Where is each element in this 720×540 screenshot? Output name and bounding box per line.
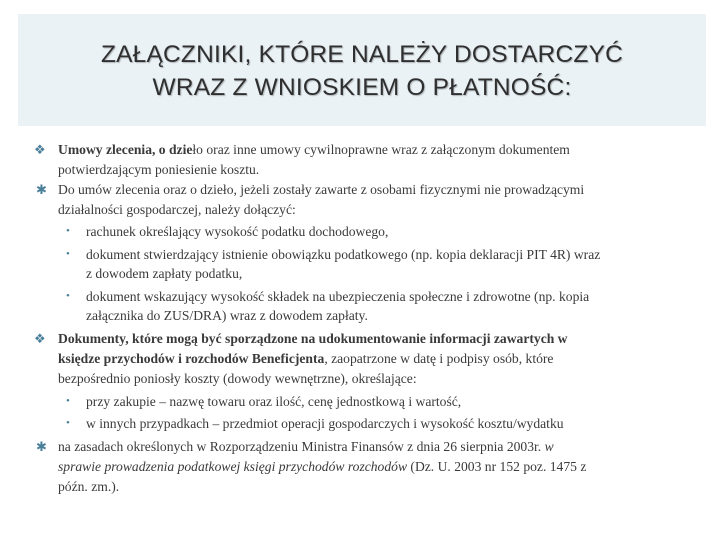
list-item-4-italic: w [544, 439, 554, 454]
dot-bullet-icon: • [66, 417, 70, 429]
sub-item-2c-line-2: załącznika do ZUS/DRA) wraz z dowodem zapłaty. [86, 308, 368, 323]
list-item-1-line-2: potwierdzającym poniesienie kosztu. [58, 162, 260, 177]
list-item-2-line-1: Do umów zlecenia oraz o dzieło, jeżeli zostały zawarte z osobami fizycznymi nie prowadzącymi [58, 182, 585, 197]
dot-bullet-icon: • [66, 395, 70, 407]
list-item-3-line-3: bezpośrednio poniosły koszty (dowody wewnętrzne), określające: [58, 371, 417, 386]
sub-item-2c-line-1: dokument wskazujący wysokość składek na ubezpieczenia społeczne i zdrowotne (np. kopia [86, 289, 590, 304]
list-item-2-line-2: działalności gospodarczej, należy dołączyć: [58, 202, 296, 217]
sub-item-2b-line-2: z dowodem zapłaty podatku, [86, 266, 243, 281]
dot-bullet-icon: • [66, 290, 70, 302]
sub-item-3a: przy zakupie – nazwę towaru oraz ilość, cenę jednostkową i wartość, [86, 394, 462, 409]
list-item-1-bold: Umowy zlecenia, o dzie [58, 142, 193, 157]
dot-bullet-icon: • [66, 225, 70, 237]
diamond-bullet-icon: ❖ [34, 142, 46, 157]
list-item-4-line-1 [58, 436, 554, 457]
list-item-3-line-1: Dokumenty, które mogą być sporządzone na udokumentowanie informacji zawartych w [58, 331, 568, 346]
dot-bullet-icon: • [66, 248, 70, 260]
star-bullet-icon: ✱ [36, 439, 47, 454]
title-line-2: WRAZ Z WNIOSKIEM O PŁATNOŚĆ: [152, 74, 572, 101]
star-bullet-icon: ✱ [36, 182, 47, 197]
list-item-1-text: ło oraz inne umowy cywilnoprawne wraz z załączonym dokumentem [192, 142, 570, 157]
list-item-4-line-3: późn. zm.). [58, 479, 120, 494]
list-item-3-bold: księdze przychodów i rozchodów Beneficjenta [58, 351, 325, 366]
sub-item-2a: rachunek określający wysokość podatku dochodowego, [86, 224, 389, 239]
list-item-4-line-2 [58, 456, 586, 477]
regulation-title: sprawie prowadzenia podatkowej księgi przychodów rozchodów [58, 459, 408, 474]
list-item-1-line-1 [58, 139, 570, 160]
journal-reference: (Dz. U. 2003 nr 152 poz. 1475 z [407, 459, 587, 474]
list-item-3-text: , zaopatrzone w datę i podpisy osób, które [324, 351, 554, 366]
sub-item-3b: w innych przypadkach – przedmiot operacji gospodarczych i wysokość kosztu/wydatku [86, 416, 564, 431]
diamond-bullet-icon: ❖ [34, 331, 46, 346]
title-line-1: ZAŁĄCZNIKI, KTÓRE NALEŻY DOSTARCZYĆ [100, 41, 624, 68]
list-item-3-line-2 [58, 348, 553, 369]
list-item-4-text: na zasadach określonych w Rozporządzeniu Ministra Finansów z dnia 26 sierpnia 2003r. [58, 439, 545, 454]
sub-item-2b-line-1: dokument stwierdzający istnienie obowiązku podatkowego (np. kopia deklaracji PIT 4R) wraz [86, 247, 601, 262]
